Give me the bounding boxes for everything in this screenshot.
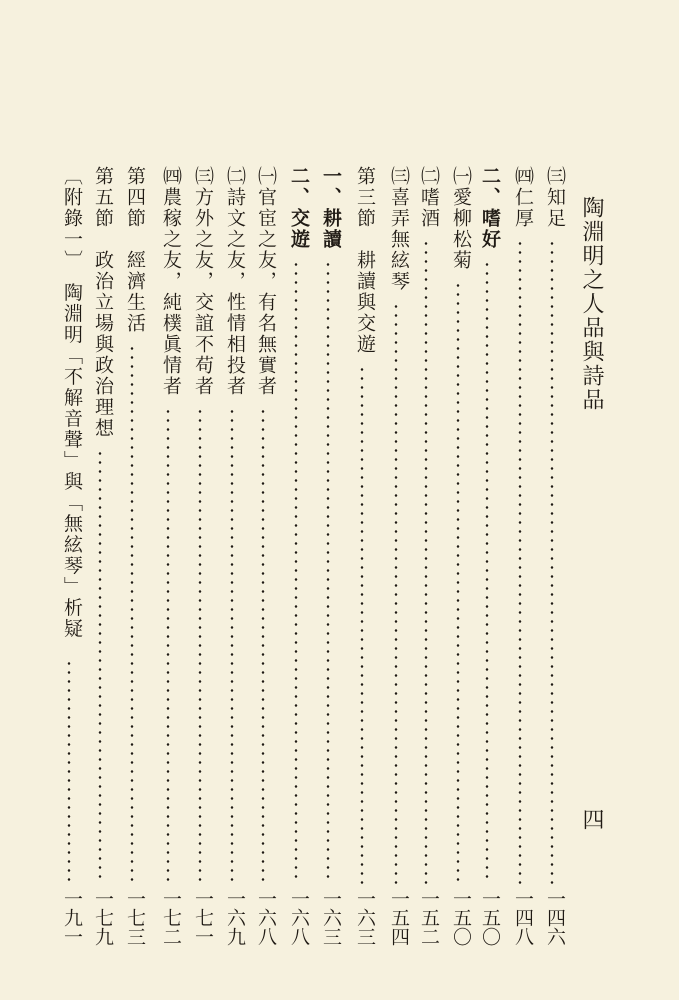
toc-entry-page-number: 一六八: [255, 889, 277, 946]
toc-entry: [284, 166, 308, 946]
toc-entry: [414, 166, 438, 946]
toc-entry-title: 二、嗜好: [479, 166, 501, 250]
toc-entry-title: ㈢知足: [544, 166, 566, 229]
dot-leader: [284, 260, 308, 884]
toc-entry-title: ㈣農稼之友，純樸眞情者: [160, 166, 182, 397]
toc-entry-page-number: 一四六: [544, 889, 566, 946]
dot-leader: [220, 407, 244, 884]
toc-entry-title: ㈠愛柳松菊: [450, 166, 472, 271]
toc-entry-page-number: 一六三: [320, 889, 342, 946]
toc-entry-page-number: 一五〇: [479, 889, 501, 946]
toc-entry-title: ㈡詩文之友，性情相投者: [224, 166, 246, 397]
toc-entry-page-number: 一七一: [192, 889, 214, 946]
page-number: 四: [579, 808, 604, 830]
dot-leader: [446, 281, 470, 884]
dot-leader: [188, 407, 212, 884]
running-header-title: 陶淵明之人品與詩品: [579, 196, 604, 412]
toc-entry-title: ㈢方外之友，交誼不苟者: [192, 166, 214, 397]
toc-entry-page-number: 一七二: [160, 889, 182, 946]
toc-entry-title: 第五節 政治立場與政治理想: [92, 166, 114, 439]
dot-leader: [120, 344, 144, 884]
dot-leader: [88, 449, 112, 884]
toc-entry-title: 二、交遊: [288, 166, 310, 250]
toc-entry-page-number: 一五〇: [450, 889, 472, 946]
toc-entry: [220, 166, 244, 946]
toc-entry: [350, 166, 374, 946]
toc-entry: [188, 166, 212, 946]
toc-entry: [251, 166, 275, 946]
toc-entry-page-number: 一六三: [354, 889, 376, 946]
toc-entry-page-number: 一六九: [224, 889, 246, 946]
toc-entry: [120, 166, 144, 946]
toc-entry: [88, 166, 112, 946]
toc-entry: [508, 166, 532, 946]
dot-leader: [508, 239, 532, 884]
dot-leader: [251, 407, 275, 884]
dot-leader: [350, 365, 374, 884]
toc-entry: [475, 166, 499, 946]
dot-leader: [414, 239, 438, 884]
toc-entry-title: ㈢喜弄無絃琴: [388, 166, 410, 292]
toc-entry: [384, 166, 408, 946]
dot-leader: [316, 260, 340, 884]
toc-entry-title: ㈠官宦之友，有名無實者: [255, 166, 277, 397]
toc-entry-title: ㈡嗜酒: [418, 166, 440, 229]
toc-entry-page-number: 一五四: [388, 889, 410, 946]
toc-entry-page-number: 一五二: [418, 889, 440, 946]
dot-leader: [475, 260, 499, 884]
toc-entry-page-number: 一七三: [124, 889, 146, 946]
toc-entry: [446, 166, 470, 946]
toc-entry: [156, 166, 180, 946]
dot-leader: [384, 302, 408, 884]
toc-entry-title: 第四節 經濟生活: [124, 166, 146, 334]
toc-entry: [57, 166, 81, 946]
toc-entry-title: 第三節 耕讀與交遊: [354, 166, 376, 355]
toc-entry-page-number: 一九一: [61, 889, 83, 946]
toc-entry-title: 一、耕讀: [320, 166, 342, 250]
dot-leader: [57, 659, 81, 884]
toc-entry-page-number: 一六八: [288, 889, 310, 946]
toc-entry: [540, 166, 564, 946]
toc-entry-title: 〔附錄一〕 陶淵明「不解音聲」與「無絃琴」析疑: [61, 166, 83, 640]
toc-entry-page-number: 一七九: [92, 889, 114, 946]
toc-entry: [316, 166, 340, 946]
dot-leader: [156, 407, 180, 884]
toc-entry-title: ㈣仁厚: [512, 166, 534, 229]
toc-entry-page-number: 一四八: [512, 889, 534, 946]
dot-leader: [540, 239, 564, 884]
